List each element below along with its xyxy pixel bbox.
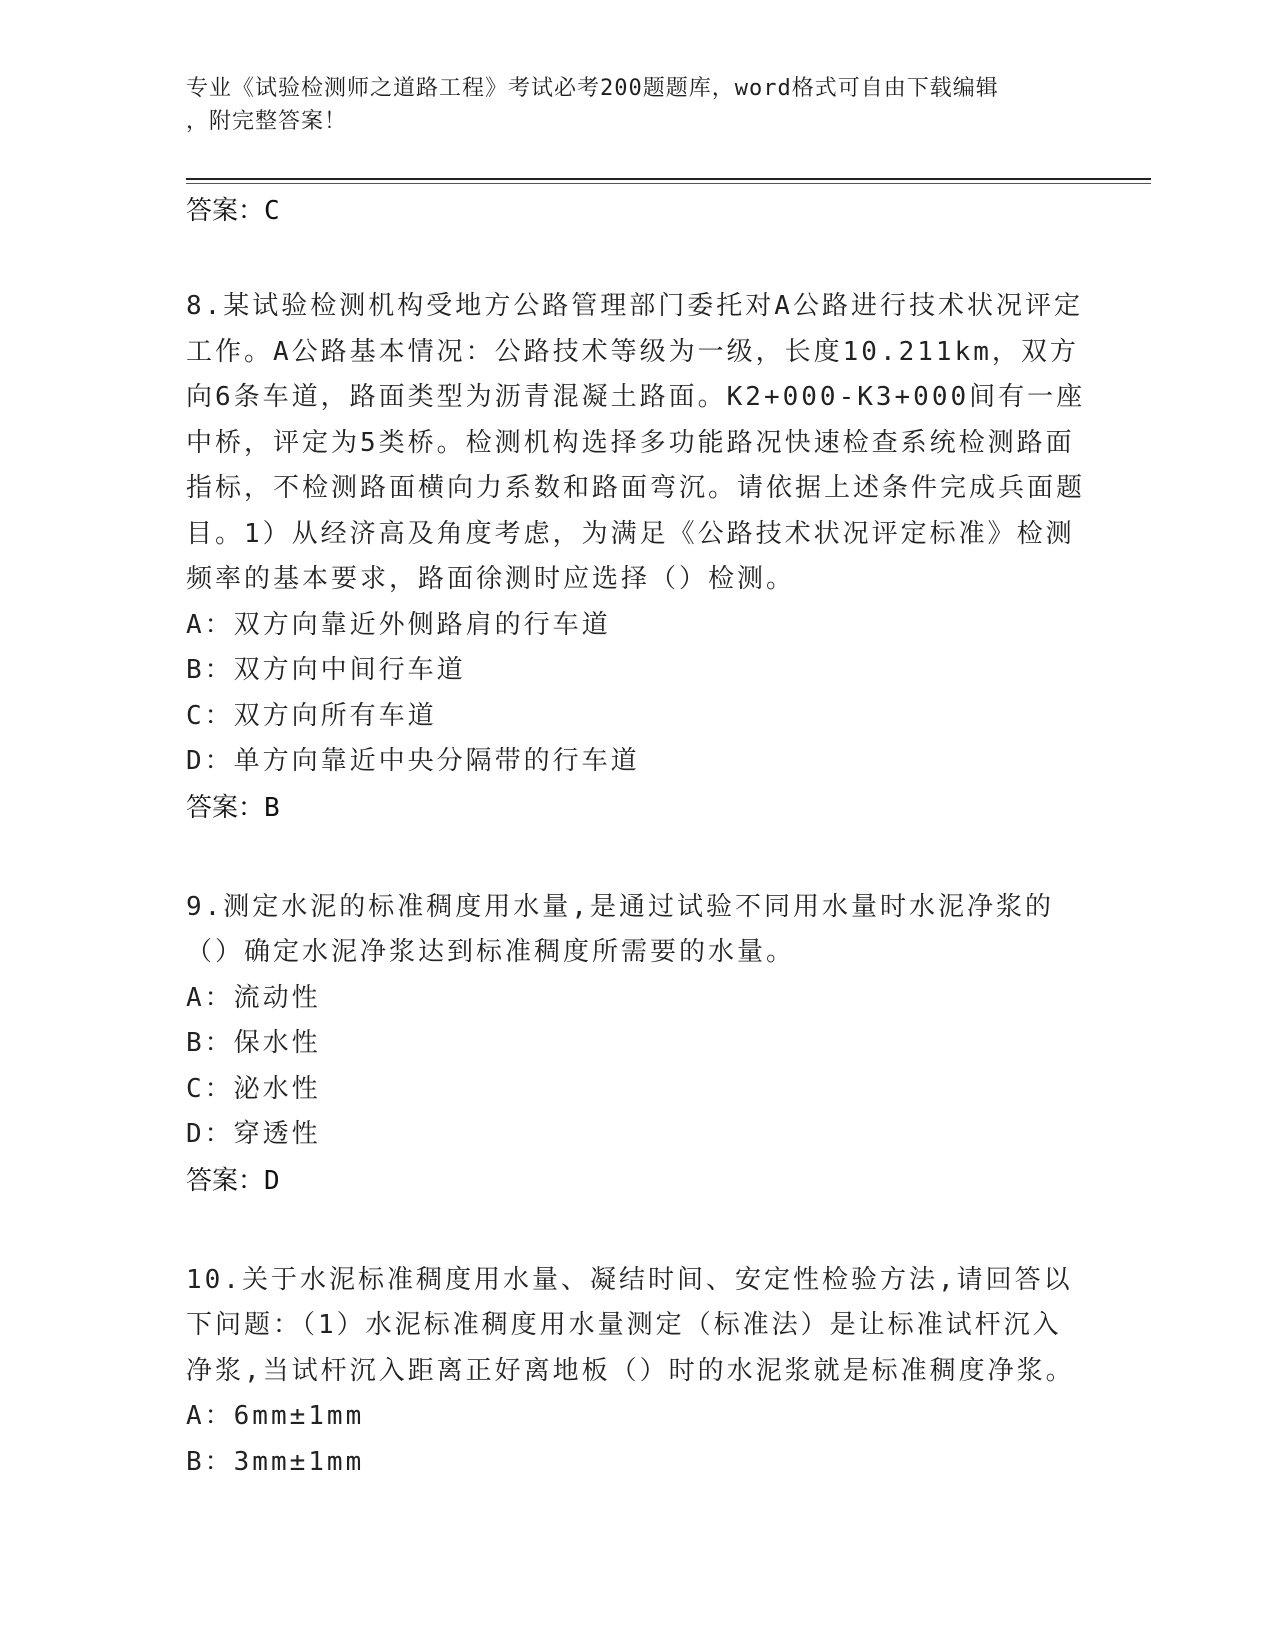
answer-value: C (264, 196, 280, 226)
question-item (186, 284, 1086, 831)
option-a: A：6mm±1mm (186, 1401, 365, 1431)
answer-label: 答案： (186, 792, 265, 823)
header-line-2: ，附完整答案！ (186, 109, 348, 134)
previous-answer (186, 188, 1086, 234)
answer-value: B (264, 792, 280, 823)
question-item (186, 1258, 1086, 1486)
question-list (186, 188, 1086, 1485)
header-divider-thin (186, 183, 1151, 184)
option-a: A：双方向靠近外侧路肩的行车道 (186, 609, 611, 640)
answer-label: 答案： (186, 196, 265, 226)
question-text: 10.关于水泥标准稠度用水量、凝结时间、安定性检验方法,请回答以下问题：（1）水泥标准稠度用水量测定（标准法）是让标准试杆沉入净浆,当试杆沉入距离正好离地板（）时的水泥浆就是标准稠度净浆。 (186, 1264, 1075, 1386)
header-divider (186, 178, 1151, 180)
header-line-1: 专业《试验检测师之道路工程》考试必考200题题库，word格式可自由下载编辑 (186, 76, 999, 101)
answer-label: 答案： (186, 1165, 265, 1196)
option-c: C：泌水性 (186, 1073, 321, 1104)
option-d: D：穿透性 (186, 1119, 321, 1149)
option-a: A：流动性 (186, 982, 321, 1013)
option-b: B：3mm±1mm (186, 1446, 365, 1477)
question-answer (186, 1158, 1086, 1204)
option-d: D：单方向靠近中央分隔带的行车道 (186, 746, 640, 776)
option-b: B：保水性 (186, 1028, 321, 1058)
question-item (186, 885, 1086, 1204)
question-text: 8.某试验检测机构受地方公路管理部门委托对A公路进行技术状况评定工作。A公路基本情况：公路技术等级为一级，长度10.211km，双方向6条车道，路面类型为沥青混凝土路面。K2+000-K3+000间有一座中桥，评定为5类桥。检测机构选择多功能路况快速检查系统检测路面指标，不检测路面横向力系数和路面弯沉。请依据上述条件完成兵面题目。1）从经济高及角度考虑，为满足《公路技术状况评定标准》检测频率的基本要求，路面徐测时应选择（）检测。 (186, 291, 1086, 594)
document-header (186, 72, 1086, 138)
option-c: C：双方向所有车道 (186, 700, 437, 731)
question-text: 9.测定水泥的标准稠度用水量,是通过试验不同用水量时水泥净浆的（）确定水泥净浆达到标准稠度所需要的水量。 (186, 891, 1054, 967)
option-b: B：双方向中间行车道 (186, 655, 466, 685)
answer-value: D (264, 1165, 280, 1196)
question-answer (186, 785, 1086, 831)
